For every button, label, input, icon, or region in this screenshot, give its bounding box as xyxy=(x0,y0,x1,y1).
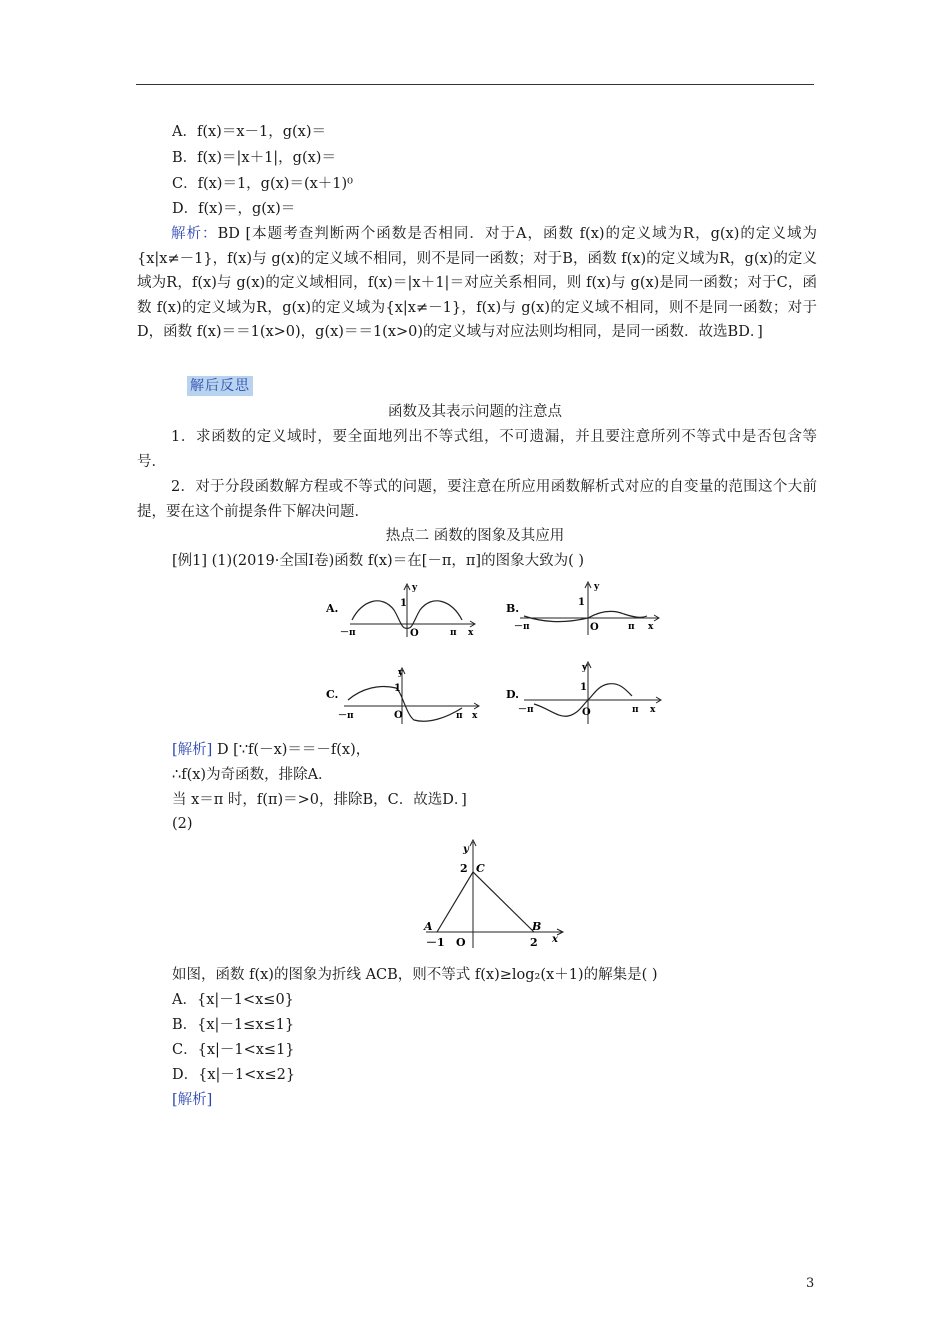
reflection-point-1: 1．求函数的定义域时，要全面地列出不等式组，不可遗漏，并且要注意所列不等式中是否包含等号． xyxy=(137,429,817,470)
graph-c-x-label: x xyxy=(472,711,478,721)
graph-d-one: 1 xyxy=(580,682,587,693)
graph-a-x-label: x xyxy=(468,628,474,638)
graph-c-label: C. xyxy=(326,688,339,701)
example1-analysis-text1: D [∵f(－x)＝＝－f(x)， xyxy=(216,742,371,758)
triangle-c-label: C xyxy=(476,862,485,875)
graph-a-label: A. xyxy=(326,602,339,615)
graph-c-one: 1 xyxy=(394,683,401,694)
triangle-two-y: 2 xyxy=(460,862,468,875)
graph-a-one: 1 xyxy=(400,598,407,609)
header-rule xyxy=(136,84,814,85)
triangle-x-label: x xyxy=(552,934,558,945)
graph-c-neg-pi: －π xyxy=(338,711,354,721)
graph-b-origin: O xyxy=(590,622,599,633)
example1-stem: [例1] (1)(2019·全国Ⅰ卷)函数 f(x)＝在[－π，π]的图象大致为( ) xyxy=(172,553,585,569)
option-a: A．f(x)＝x－1，g(x)＝ xyxy=(172,124,327,140)
graph-b-neg-pi: －π xyxy=(514,622,530,632)
graph-d-label: D. xyxy=(506,688,519,701)
graph-c-y-label: y xyxy=(398,668,404,678)
graph-d-origin: O xyxy=(582,707,591,718)
graph-c-origin: O xyxy=(394,710,403,721)
hotspot-title: 热点二 函数的图象及其应用 xyxy=(385,528,565,544)
page-number: 3 xyxy=(806,1276,815,1291)
example2-analysis-label: [解析] xyxy=(172,1092,213,1108)
example1-analysis-line1 xyxy=(172,740,370,760)
graph-polyline-acb xyxy=(416,838,566,950)
example2-option-b: B．{x|－1≤x≤1} xyxy=(172,1017,295,1033)
graph-option-a xyxy=(322,580,482,640)
triangle-a-label: A xyxy=(424,920,433,933)
graph-b-one: 1 xyxy=(578,597,585,608)
reflection-point-2: 2．对于分段函数解方程或不等式的问题，要注意在所应用函数解析式对应的自变量的范围这个大前提，要在这个前提条件下解决问题． xyxy=(137,479,817,520)
analysis-paragraph xyxy=(137,222,817,345)
analysis-text: BD [本题考查判断两个函数是否相同．对于A，函数 f(x)的定义域为R，g(x)的定义域为{x|x≠－1}，f(x)与 g(x)的定义域不相同，则不是同一函数；对于B，函数 f(x)的定义域为R，g(x)的定义域为R，f(x)与 g(x)的定义域相同，f(x)＝|x＋1|＝对应关系相同，则 f(x)与 g(x)是同一函数；对于C，函数 f(x)的定义域为R，g(x)的定义域为{x|x≠－1}，f(x)与 g(x)的定义域不相同，则不是同一函数；对于D，函数 f(x)＝＝1(x>0)，g(x)＝＝1(x>0)的定义域与对应法则均相同，是同一函数．故选BD．] xyxy=(137,226,817,340)
triangle-origin: O xyxy=(456,936,466,949)
example2-stem: 如图，函数 f(x)的图象为折线 ACB，则不等式 f(x)≥log₂(x＋1)的解集是( ) xyxy=(172,967,658,983)
example2-label: (2) xyxy=(172,816,193,832)
graph-a-neg-pi: －π xyxy=(340,628,356,638)
triangle-b-label: B xyxy=(532,920,542,933)
graph-b-pi: π xyxy=(628,622,635,632)
graph-d-neg-pi: －π xyxy=(518,705,534,715)
triangle-two-x: 2 xyxy=(530,936,538,949)
option-d: D．f(x)＝，g(x)＝ xyxy=(172,201,296,217)
graph-b-x-label: x xyxy=(648,622,654,632)
graph-a-pi: π xyxy=(450,628,457,638)
example2-option-a: A．{x|－1<x≤0} xyxy=(172,992,294,1008)
option-b: B．f(x)＝|x＋1|，g(x)＝ xyxy=(172,150,336,166)
example2-option-d: D．{x|－1<x≤2} xyxy=(172,1067,296,1083)
graph-b-y-label: y xyxy=(594,582,600,592)
option-c: C．f(x)＝1，g(x)＝(x＋1)⁰ xyxy=(172,176,353,192)
graph-a-origin: O xyxy=(410,628,419,639)
graph-a-y-label: y xyxy=(412,583,418,593)
graph-option-d xyxy=(502,660,667,726)
example1-analysis-line2: ∴f(x)为奇函数，排除A． xyxy=(172,767,333,783)
graph-d-pi: π xyxy=(632,705,639,715)
reflection-badge: 解后反思 xyxy=(187,376,253,396)
triangle-neg-one: －1 xyxy=(426,936,445,949)
graph-d-x-label: x xyxy=(650,705,656,715)
graph-option-b xyxy=(502,580,667,640)
example2-option-c: C．{x|－1<x≤1} xyxy=(172,1042,295,1058)
graph-c-pi: π xyxy=(456,711,463,721)
graph-option-c xyxy=(322,664,487,728)
example1-analysis-label: [解析] xyxy=(172,742,213,758)
graph-d-y-label: y xyxy=(582,663,588,673)
example1-analysis-line3: 当 x＝π 时，f(π)＝>0，排除B，C．故选D．] xyxy=(172,792,467,808)
analysis-label: 解析： xyxy=(171,226,218,242)
triangle-y-label: y xyxy=(463,844,469,855)
reflection-title: 函数及其表示问题的注意点 xyxy=(388,404,562,420)
graph-b-label: B. xyxy=(506,602,520,615)
